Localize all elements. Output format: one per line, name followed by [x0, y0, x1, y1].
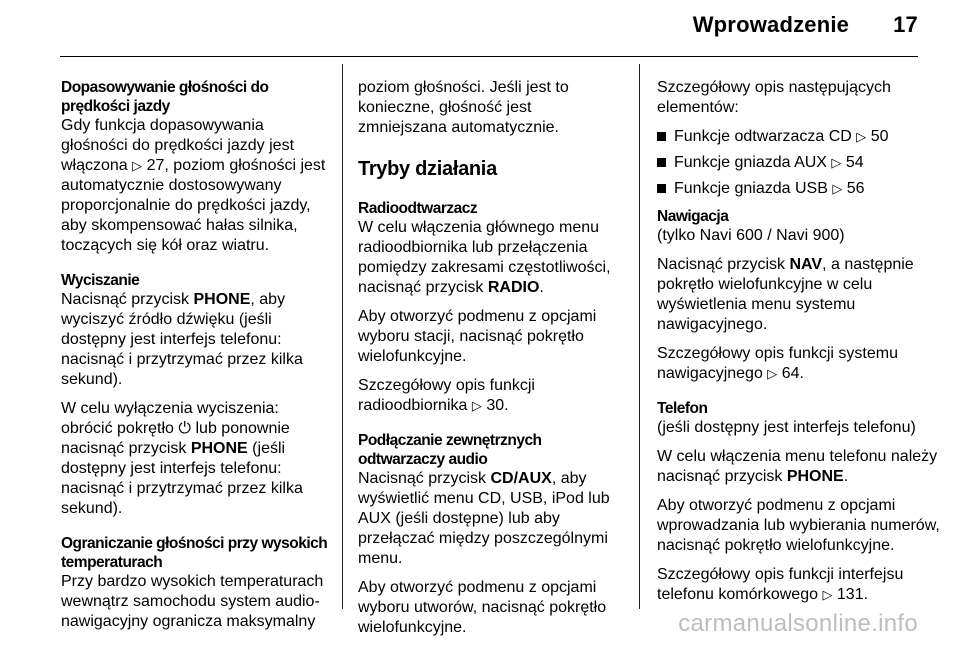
section-speed-volume	[61, 78, 333, 256]
bullet-square-icon	[657, 158, 666, 167]
section-radio	[358, 199, 620, 416]
button-name: CD/AUX	[490, 470, 552, 487]
button-name: PHONE	[193, 291, 251, 308]
button-name: NAV	[789, 256, 823, 273]
section-navigation	[657, 207, 957, 384]
heading-phone: Telefon	[657, 400, 708, 417]
paragraph: Aby otworzyć podmenu z opcjami wyboru utworów, nacisnąć pokrętło wielofunkcyjne.	[358, 579, 607, 636]
page-ref[interactable]: 30	[486, 397, 505, 414]
page-ref[interactable]: 50	[870, 128, 889, 145]
list-item: Funkcje gniazda USB ▷ 56	[657, 179, 957, 199]
knob-icon: ⏻	[178, 420, 192, 437]
paragraph: Szczegółowy opis funkcji interfejsu telefonu komórkowego ▷ 131.	[657, 566, 904, 603]
page-ref-arrow-icon: ▷	[831, 155, 842, 170]
heading-external-audio: Podłączanie zewnętrznych odtwarzaczy audio	[358, 432, 542, 468]
paragraph: W celu wyłączenia wyciszenia: obrócić pokrętło ⏻ lub ponownie nacisnąć przycisk PHONE (jeśli dostępny jest interfejs telefonu: nacisnąć i przytrzymać przez kilka sekund).	[61, 400, 303, 517]
list-item: Funkcje odtwarzacza CD ▷ 50	[657, 127, 957, 147]
page-ref[interactable]: 56	[846, 180, 865, 197]
column-2	[358, 78, 620, 653]
heading-temperature-limit: Ograniczanie głośności przy wysokich temperaturach	[61, 535, 328, 571]
list-item: Funkcje gniazda AUX ▷ 54	[657, 153, 957, 173]
bullet-square-icon	[657, 132, 666, 141]
page-ref-arrow-icon: ▷	[822, 587, 833, 602]
page-ref[interactable]: 131	[836, 586, 864, 603]
paragraph: Gdy funkcja dopasowywania głośności do prędkości jazdy jest włączona ▷ 27, poziom głośności jest automatycznie dostosowywany proporcjonalnie do prędkości jazdy, aby skompensować hałas silnika, toczących się kół oraz wiatru.	[61, 117, 326, 254]
header-rule	[60, 56, 918, 57]
section-phone	[657, 399, 957, 605]
page-title: Wprowadzenie	[692, 12, 850, 37]
page-ref[interactable]: 64	[781, 365, 800, 382]
column-1	[61, 78, 333, 647]
page-ref-arrow-icon: ▷	[132, 158, 143, 173]
paragraph: (tylko Navi 600 / Navi 900)	[657, 227, 845, 244]
column-3	[657, 78, 957, 620]
bullet-square-icon	[657, 184, 666, 193]
page-ref[interactable]: 54	[845, 154, 864, 171]
page-ref[interactable]: 27	[146, 157, 165, 174]
column-divider-2	[639, 64, 640, 609]
watermark: carmanualsonline.info	[678, 610, 918, 637]
paragraph: Aby otworzyć podmenu z opcjami wprowadzania lub wybierania numerów, nacisnąć pokrętło wielofunkcyjne.	[657, 497, 940, 554]
paragraph: Nacisnąć przycisk PHONE, aby wyciszyć źródło dźwięku (jeśli dostępny jest interfejs telefonu: nacisnąć i przytrzymać przez kilka sekund).	[61, 291, 303, 388]
paragraph: Nacisnąć przycisk CD/AUX, aby wyświetlić menu CD, USB, iPod lub AUX (jeśli dostępne) lub aby przełączać między poszczególnymi menu.	[358, 470, 610, 567]
button-name: RADIO	[487, 279, 540, 296]
button-name: PHONE	[786, 468, 844, 485]
button-name: PHONE	[190, 440, 248, 457]
paragraph: Szczegółowy opis funkcji systemu nawigacyjnego ▷ 64.	[657, 345, 898, 382]
paragraph: (jeśli dostępny jest interfejs telefonu)	[657, 419, 916, 436]
paragraph: W celu włączenia głównego menu radioodbiornika lub przełączenia pomiędzy zakresami częstotliwości, nacisnąć przycisk RADIO.	[358, 219, 611, 296]
page-header	[693, 12, 918, 38]
page-ref-arrow-icon: ▷	[856, 129, 867, 144]
heading-navigation: Nawigacja	[657, 208, 729, 225]
paragraph: Aby otworzyć podmenu z opcjami wyboru stacji, nacisnąć pokrętło wielofunkcyjne.	[358, 308, 597, 365]
section-external-audio	[358, 431, 620, 638]
page-ref-arrow-icon: ▷	[832, 181, 843, 196]
section-mute	[61, 271, 333, 519]
page-number: 17	[893, 12, 918, 37]
heading-mute: Wyciszanie	[61, 272, 140, 289]
paragraph: Szczegółowy opis funkcji radioodbiornika ▷ 30.	[358, 377, 535, 414]
section-title-modes: Tryby działania	[358, 158, 497, 180]
heading-speed-volume: Dopasowywanie głośności do prędkości jazdy	[61, 79, 269, 115]
heading-radio: Radioodtwarzacz	[358, 200, 478, 217]
paragraph: Nacisnąć przycisk NAV, a następnie pokrętło wielofunkcyjne w celu wyświetlenia menu systemu nawigacyjnego.	[657, 256, 914, 333]
page-ref-arrow-icon: ▷	[471, 398, 482, 413]
section-temperature-limit	[61, 534, 333, 632]
feature-list	[657, 127, 957, 199]
paragraph: poziom głośności. Jeśli jest to konieczne, głośność jest zmniejszana automatycznie.	[358, 79, 569, 136]
column-divider-1	[342, 64, 343, 609]
paragraph: W celu włączenia menu telefonu należy nacisnąć przycisk PHONE.	[657, 448, 938, 485]
page-ref-arrow-icon: ▷	[767, 366, 778, 381]
paragraph: Przy bardzo wysokich temperaturach wewnątrz samochodu system audio-nawigacyjny ogranicza maksymalny	[61, 573, 324, 630]
paragraph: Szczegółowy opis następujących elementów:	[657, 79, 891, 116]
